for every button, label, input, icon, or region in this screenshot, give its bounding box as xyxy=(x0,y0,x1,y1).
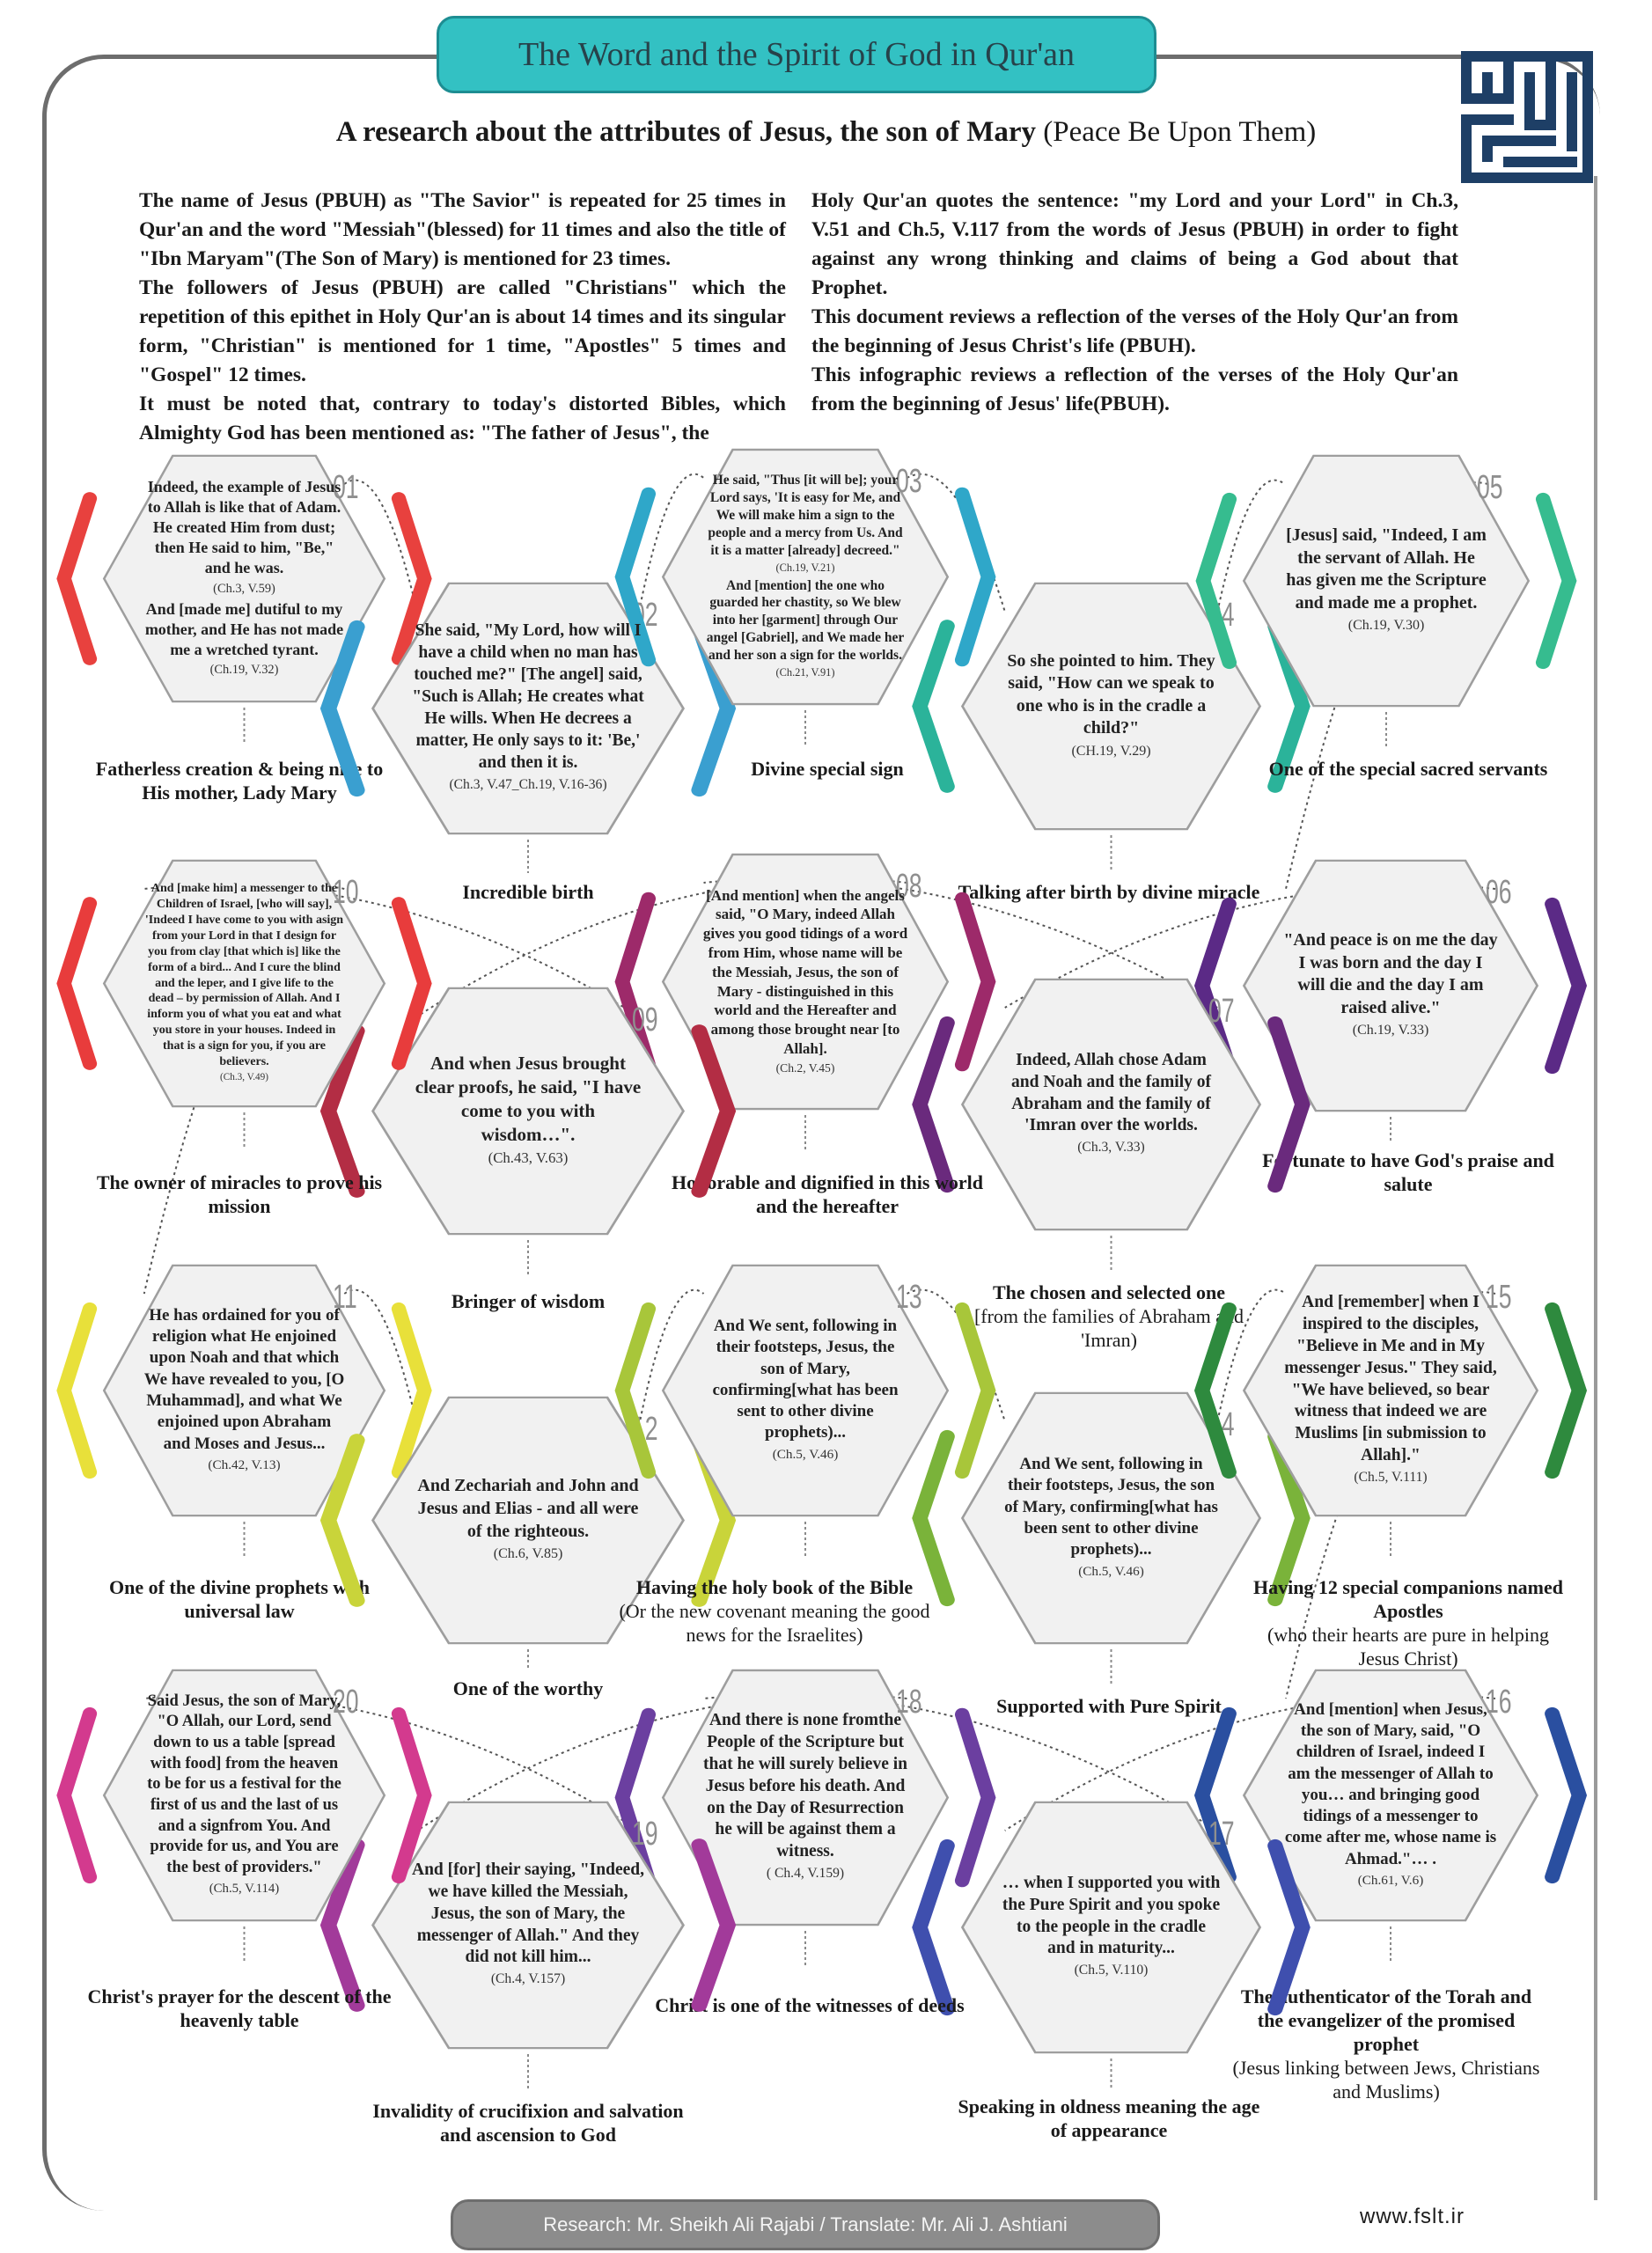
item-number: 12 xyxy=(632,1411,658,1448)
verse-text xyxy=(702,472,908,681)
verse-text xyxy=(1002,650,1221,763)
verse-hexagon-16 xyxy=(1241,1668,1540,1923)
caption-title: Talking after birth by divine miracle xyxy=(958,881,1260,903)
verse-text xyxy=(143,1692,345,1900)
item-caption xyxy=(616,1575,933,1647)
item-number: 15 xyxy=(1486,1279,1512,1316)
intro-paragraph: It must be noted that, contrary to today's distorted Bibles, which Almighty God has been mentioned as: "The father of Jesus", the xyxy=(139,393,786,444)
verse-text xyxy=(1002,1454,1221,1582)
verse-quote: Indeed, the example of Jesus to Allah is like that of Adam. He created Him from dust; then He said to him, "Be," and he was. xyxy=(147,478,341,577)
verse-reference: (Ch.2, V.45) xyxy=(775,1060,835,1075)
verse-quote: He said, "Thus [it will be]; your Lord says, 'It is easy for Me, and We will make him a sign to the people and a mercy from Us. And it is a matter [already] decreed." xyxy=(708,473,903,558)
verse-hexagon-10 xyxy=(101,858,387,1109)
item-caption xyxy=(370,1289,686,1313)
caption-title: One of the worthy xyxy=(452,1677,604,1699)
verse-hexagon-01 xyxy=(101,453,387,704)
item-caption xyxy=(370,880,686,904)
item-caption xyxy=(81,1171,398,1218)
verse-quote: So she pointed to him. They said, "How can we speak to one who is in the cradle a child?" xyxy=(1007,650,1215,738)
verse-reference: (Ch.3, V.33) xyxy=(1077,1140,1145,1156)
item-caption xyxy=(81,1985,398,2032)
verse-text xyxy=(412,1052,644,1170)
verse-reference: (Ch.43, V.63) xyxy=(488,1149,569,1166)
item-number: 20 xyxy=(333,1684,359,1721)
verse-text xyxy=(143,1305,345,1477)
verse-quote: … when I supported you with the Pure Spirit and you spoke to the people in the cradle and in maturity... xyxy=(1002,1873,1221,1958)
verse-reference: (Ch.5, V.111) xyxy=(1354,1470,1428,1486)
verse-quote: And We sent, following in their footsteps, Jesus, the son of Mary, confirming[what has been sent to other divine prophets)... xyxy=(1004,1455,1218,1559)
verse-quote: And when Jesus brought clear proofs, he said, "I have come to you with wisdom…". xyxy=(415,1053,642,1145)
caption-subtitle: [from the families of Abraham and 'Imran) xyxy=(973,1305,1245,1351)
item-number: 19 xyxy=(632,1816,658,1853)
caption-title: Divine special sign xyxy=(751,758,904,780)
caption-title: Fortunate to have God's praise and salute xyxy=(1262,1149,1554,1195)
item-number: 04 xyxy=(1208,597,1235,634)
verse-quote: "And peace is on me the day I was born and the day I will die and the day I am raised alive." xyxy=(1283,930,1498,1017)
caption-subtitle: (Jesus linking between Jews, Christians and Muslims) xyxy=(1232,2057,1540,2103)
item-number: 06 xyxy=(1486,874,1512,911)
verse-text xyxy=(702,1316,908,1465)
verse-reference: (Ch.6, V.85) xyxy=(493,1546,563,1562)
verse-quote: [And mention] when the angels said, "O Mary, indeed Allah gives you good tidings of a word from Him, whose name will be the Messiah, Jesus, the son of Mary - distinguished in this world and the Hereafter and among those brought near [to Allah]. xyxy=(702,886,908,1057)
verse-quote: And We sent, following in their footsteps, Jesus, the son of Mary, confirming[what has been sent to other divine prophets)... xyxy=(712,1316,899,1442)
page-subtitle xyxy=(0,116,1652,149)
item-number: 14 xyxy=(1208,1406,1235,1443)
verse-text xyxy=(1283,1292,1498,1490)
caption-title: Bringer of wisdom xyxy=(451,1290,606,1312)
verse-quote: He has ordained for you of religion what He enjoined upon Noah and that which We have revealed to you, [O Muhammad], and what We enjoined upon Abraham and Moses and Jesus... xyxy=(143,1305,345,1453)
intro-paragraph: This document reviews a reflection of the verses of the Holy Qur'an from the beginning of Jesus Christ's life (PBUH). xyxy=(811,305,1458,357)
page-frame-right xyxy=(1594,176,1597,2200)
item-number: 05 xyxy=(1477,469,1503,506)
caption-title: Fatherless creation & being nice to His mother, Lady Mary xyxy=(95,758,384,804)
verse-reference: ( Ch.4, V.159) xyxy=(766,1866,845,1882)
verse-quote: And Zechariah and John and Jesus and Elias - and all were of the righteous. xyxy=(417,1476,639,1541)
verse-reference: (Ch.3, V.47_Ch.19, V.16-36) xyxy=(449,776,607,792)
verse-reference: (Ch.19, V.21) xyxy=(775,561,835,574)
verse-hexagon-08 xyxy=(660,852,951,1112)
item-number: 08 xyxy=(896,868,922,905)
verse-reference: (Ch.5, V.46) xyxy=(772,1446,839,1462)
caption-title: The chosen and selected one xyxy=(993,1281,1225,1303)
verse-reference: (Ch.19, V.32) xyxy=(209,662,279,677)
verse-quote: And [remember] when I inspired to the disciples, "Believe in Me and in My messenger Jesus." They said, "We have believed, so bear witness that indeed we are Muslims [in submission to Allah]." xyxy=(1284,1292,1497,1465)
verse-reference: (Ch.42, V.13) xyxy=(208,1457,281,1472)
item-number: 01 xyxy=(333,469,359,506)
verse-quote: And [mention] the one who guarded her chastity, so We blew into her [garment] through Our angel [Gabriel], and We made her and her son a sign for the worlds. xyxy=(706,577,905,663)
caption-title: One of the special sacred servants xyxy=(1268,758,1548,780)
verse-text xyxy=(412,1860,644,1992)
verse-text xyxy=(1283,1699,1498,1892)
item-caption xyxy=(370,2099,686,2147)
verse-text xyxy=(412,620,644,796)
item-number: 11 xyxy=(333,1279,357,1316)
item-number: 13 xyxy=(896,1279,922,1316)
caption-title: Incredible birth xyxy=(462,881,594,903)
caption-title: The owner of miracles to prove his mission xyxy=(96,1171,383,1217)
verse-reference: (Ch.3, V.59) xyxy=(213,581,275,596)
verse-quote: And [make him] a messenger to the Children of Israel, [who will say], 'Indeed I have come to you with asign from your Lord in that I design for you from clay [that which is] like the form of a bird... And I cure the blind and the leper, and I give life to the dead – by permission of Allah. And I inform you of what you eat and what you store in your houses. Indeed in that is a sign for you, if you are believers. xyxy=(144,882,344,1069)
verse-reference: (Ch.4, V.157) xyxy=(490,1971,566,1987)
intro-paragraph: This infographic reviews a reflection of the verses of the Holy Qur'an from the beginning of Jesus' life(PBUH). xyxy=(811,363,1458,415)
caption-title: Having 12 special companions named Apostles xyxy=(1252,1576,1564,1622)
verse-quote: And [mention] when Jesus, the son of Mary, said, "O children of Israel, indeed I am the messenger of Allah to you… and bringing good tidings of a messenger to come after me, whose name is Ahmad."… . xyxy=(1284,1699,1497,1868)
caption-title: Having the holy book of the Bible xyxy=(635,1576,914,1598)
verse-quote: And there is none fromthe People of the Scripture but that he will surely believe in Jesus before his death. And on the Day of Resurrection he will be against them a witness. xyxy=(702,1710,907,1861)
item-caption xyxy=(951,2095,1267,2142)
item-caption xyxy=(951,880,1267,904)
verse-reference: (Ch.5, V.114) xyxy=(209,1881,280,1896)
verse-reference: (Ch.5, V.110) xyxy=(1074,1963,1149,1978)
item-number: 16 xyxy=(1486,1684,1512,1721)
subtitle-main: A research about the attributes of Jesus, the son of Mary xyxy=(335,116,1036,148)
item-caption xyxy=(951,1694,1267,1718)
item-caption xyxy=(1250,1149,1567,1196)
verse-hexagon-15 xyxy=(1241,1263,1540,1518)
intro-paragraph: The name of Jesus (PBUH) as "The Savior" is repeated for 25 times in Qur'an and the word "Messiah"(blessed) for 11 times and also the title of "Ibn Maryam"(The Son of Mary) is mentioned for 23 times. xyxy=(139,189,786,270)
verse-text xyxy=(143,477,345,679)
item-number: 03 xyxy=(896,463,922,500)
verse-hexagon-20 xyxy=(101,1668,387,1923)
credits-bar: Research: Mr. Sheikh Ali Rajabi / Translate: Mr. Ali J. Ashtiani xyxy=(451,2199,1160,2250)
verse-quote: And [made me] dutiful to my mother, and He has not made me a wretched tyrant. xyxy=(144,599,344,658)
verse-quote: Said Jesus, the son of Mary, "O Allah, our Lord, send down to us a table [spread with food] from the heaven to be for us a festival for the first of us and the last of us and a signfrom You. And provide for us, and You are the best of providers." xyxy=(147,1692,341,1877)
website-link[interactable]: www.fslt.ir xyxy=(1360,2205,1465,2228)
item-number: 07 xyxy=(1208,993,1235,1030)
verse-text xyxy=(702,1710,908,1886)
item-caption xyxy=(669,1171,986,1218)
verse-text xyxy=(143,881,345,1086)
verse-reference: (CH.19, V.29) xyxy=(1071,743,1151,759)
item-number: 10 xyxy=(333,874,359,911)
caption-title: Christ's prayer for the descent of the heavenly table xyxy=(87,1985,392,2031)
caption-title: Christ is one of the witnesses of deeds xyxy=(655,1994,965,2016)
item-number: 17 xyxy=(1208,1816,1235,1853)
verse-reference: (Ch.61, V.6) xyxy=(1357,1873,1424,1889)
intro-paragraph: Holy Qur'an quotes the sentence: "my Lord and your Lord" in Ch.3, V.51 and Ch.5, V.117 from the words of Jesus (PBUH) in order to fight against any wrong thinking and claims of being a God about that Prophet. xyxy=(811,189,1458,299)
subtitle-honorific: (Peace Be Upon Them) xyxy=(1043,116,1317,148)
intro-right-column xyxy=(811,187,1458,419)
item-caption xyxy=(370,1677,686,1700)
verse-quote: [Jesus] said, "Indeed, I am the servant of Allah. He has given me the Scripture and made me a prophet. xyxy=(1286,525,1487,613)
verse-reference: (Ch.21, V.91) xyxy=(775,665,835,679)
verse-reference: (Ch.19, V.33) xyxy=(1352,1023,1429,1038)
caption-title: The authenticator of the Torah and the evangelizer of the promised prophet xyxy=(1240,1985,1532,2055)
caption-title: One of the divine prophets with universal law xyxy=(108,1576,370,1622)
item-number: 18 xyxy=(896,1684,922,1721)
verse-reference: (Ch.19, V.30) xyxy=(1347,618,1425,634)
verse-hexagon-03 xyxy=(660,447,951,707)
verse-text xyxy=(1283,929,1498,1042)
verse-reference: (Ch.3, V.49) xyxy=(220,1072,268,1083)
intro-left-column xyxy=(139,187,786,448)
verse-quote: She said, "My Lord, how will I have a child when no man has touched me?" [The angel] said, "Such is Allah; He creates what He wills. When He decrees a matter, He only says to it: 'Be,' and then it is. xyxy=(412,621,644,772)
caption-subtitle: (Or the new covenant meaning the good news for the Israelites) xyxy=(619,1600,930,1646)
caption-title: Invalidity of crucifixion and salvation and ascension to God xyxy=(372,2100,684,2146)
page-title: The Word and the Spirit of God in Qur'an xyxy=(437,16,1156,93)
item-caption xyxy=(1250,757,1567,781)
verse-text xyxy=(1283,525,1489,637)
caption-title: Speaking in oldness meaning the age of appearance xyxy=(958,2095,1260,2141)
item-number: 02 xyxy=(632,597,658,634)
verse-text xyxy=(412,1475,644,1565)
item-number: 09 xyxy=(632,1002,658,1038)
caption-title: Honorable and dignified in this world and the hereafter xyxy=(672,1171,983,1217)
verse-quote: Indeed, Allah chose Adam and Noah and the family of Abraham and the family of 'Imran over the worlds. xyxy=(1011,1050,1211,1135)
verse-text xyxy=(702,886,908,1078)
caption-subtitle: (who their hearts are pure in helping Jesus Christ) xyxy=(1267,1624,1550,1670)
caption-title: Supported with Pure Spirit xyxy=(996,1695,1222,1717)
verse-text xyxy=(1002,1050,1221,1160)
verse-text xyxy=(1002,1873,1221,1983)
verse-reference: (Ch.5, V.46) xyxy=(1078,1563,1144,1579)
item-caption xyxy=(1250,1575,1567,1670)
intro-paragraph: The followers of Jesus (PBUH) are called "Christians" which the repetition of this epithet in Holy Qur'an is about 14 times and its singular form, "Christian" is mentioned for 1 time, "Apostles" 5 times and "Gospel" 12 times. xyxy=(139,276,786,386)
verse-quote: And [for] their saying, "Indeed, we have killed the Messiah, Jesus, the son of Mary, the messenger of Allah." And they did not kill him... xyxy=(412,1860,644,1967)
